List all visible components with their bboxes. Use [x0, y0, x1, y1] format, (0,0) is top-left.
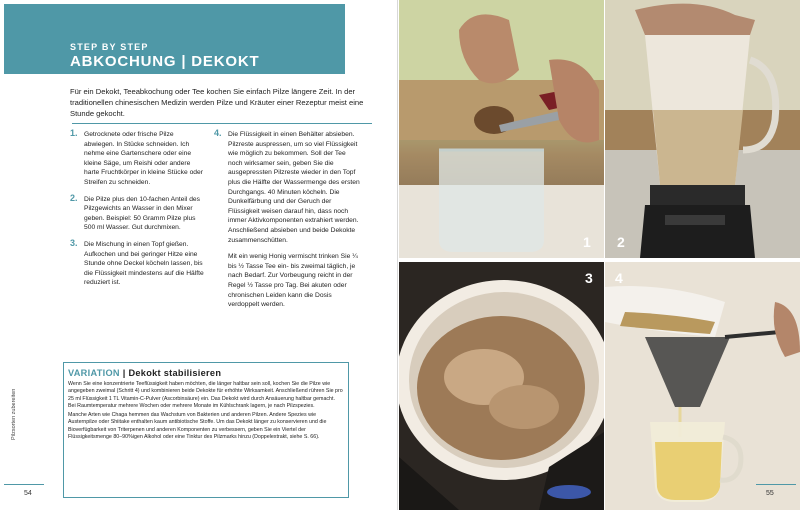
variation-keyword: VARIATION: [68, 368, 120, 378]
page-title: ABKOCHUNG | DEKOKT: [70, 53, 260, 70]
photo-number-1: 1: [583, 234, 591, 250]
photo-step-4: [605, 262, 800, 510]
photo-simmering-pot: [399, 262, 604, 510]
step-2: [70, 192, 205, 233]
step-text: Die Mischung in einen Topf gießen. Aufkochen und bei geringer Hitze eine Stunde ohne Deckel köcheln lassen, bis die Flüssigkeit mindestens auf die Hälfte reduziert ist.: [84, 240, 204, 287]
step-number: 3.: [70, 237, 78, 248]
section-kicker: STEP BY STEP: [70, 42, 149, 52]
divider-line: [72, 123, 372, 124]
photo-step-1: [399, 0, 604, 258]
variation-paragraph-1: Wenn Sie eine konzentrierte Teeflüssigkeit haben möchten, die länger haltbar sein soll, kochen Sie die Pilze wie angegeben zweimal (Schritt 4) und kombinieren beide Dekokte für erhöhte Wirksamkeit. Anschließend rühren Sie pro 25 ml Flüssigkeit 1 TL Vitamin-C-Pulver (Ascorbinsäure) ein. Das Dekokt wird durch Ansäuerung haltbar gemacht. Bei Raumtemperatur mehrere Wochen oder mehrere Monate im Kühlschrank lagern, je nach Pilzspezies.: [68, 381, 343, 409]
step-text: Die Pilze plus den 10-fachen Anteil des Pilzgewichts an Wasser in den Mixer geben. Beispiel: 50 Gramm Pilze plus 500 ml Wasser. Gut durchmixen.: [84, 195, 200, 232]
step-number: 2.: [70, 192, 78, 203]
footer-rule-right: [756, 484, 796, 485]
photo-number-2: 2: [617, 234, 625, 250]
variation-title: [68, 368, 344, 378]
photo-number-3: 3: [585, 270, 593, 286]
photo-step-3: [399, 262, 604, 510]
step-4: [214, 130, 360, 245]
step-3: [70, 237, 205, 288]
page-number-left: 54: [24, 490, 32, 497]
photo-straining-tea: [605, 262, 800, 510]
photo-step-2: [605, 0, 800, 258]
footer-rule-left: [4, 484, 44, 485]
variation-heading: | Dekokt stabilisieren: [119, 368, 222, 378]
page-number-right: 55: [766, 490, 774, 497]
step-number: 1.: [70, 128, 78, 138]
steps-column-right: [214, 130, 360, 310]
photo-blender: [605, 0, 800, 258]
photo-number-4: 4: [615, 270, 623, 286]
running-head: Pilzsorten zubereiten: [11, 388, 17, 440]
intro-paragraph: Für ein Dekokt, Teeabkochung oder Tee kochen Sie einfach Pilze längere Zeit. In der traditionellen chinesischen Medizin werden Pilze und Kräuter einer Rezeptur meist eine Stunde gekocht.: [70, 87, 364, 119]
step-text: Die Flüssigkeit in einen Behälter absieben. Pilzreste auspressen, um so viel Flüssigkeit wie möglich zu bekommen. Soll der Tee noch wirksamer sein, geben Sie die ausgepressten Pilzreste wieder in den Topf plus die Hälfte der Wassermenge des ersten Durchgangs. 40 Minuten köcheln. Die Dunkelfärbung und der Geruch der Flüssigkeit weisen darauf hin, dass noch immer Aktivkomponenten extrahiert werden. Anschließend absieben und beide Dekokte zusammenschütten.: [228, 131, 360, 244]
variation-box: [63, 362, 349, 498]
step-1: [70, 130, 205, 188]
step-number: 4.: [214, 128, 222, 138]
step-text: Getrocknete oder frische Pilze abwiegen. In Stücke schneiden. Ich nehme eine Gartenschere oder eine kleine Säge, um Reishi oder andere harte Fruchtkörper in kleine Stücke oder Streifen zu schneiden.: [84, 131, 203, 186]
steps-column-left: [70, 130, 205, 295]
photo-cutting-mushroom: [399, 0, 604, 258]
dosage-note: Mit ein wenig Honig vermischt trinken Sie ¼ bis ½ Tasse Tee ein- bis zweimal täglich, je nach Bedarf. Zur Vorbeugung reicht in der Regel ½ Tasse pro Tag. Bei akuten oder chronischen Leiden kann die Dosis verdoppelt werden.: [228, 253, 358, 309]
variation-paragraph-2: Manche Arten wie Chaga hemmen das Wachstum von Bakterien und anderen Pilzen. Andere Spezies wie Austernpilze oder Shiitake enthalten kaum antibiotische Stoffe. Um das Dekokt länger zu konservieren und die Bioverfügbarkeit von Triterpenen und anderen Komponenten zu verbessern, geben Sie ein Viertel der Flüssigkeitsmenge 80–90%igen Alkohol oder eine Tinktur des Pilzmarks hinzu (Doppelextrakt, siehe S. 66).: [68, 412, 327, 441]
